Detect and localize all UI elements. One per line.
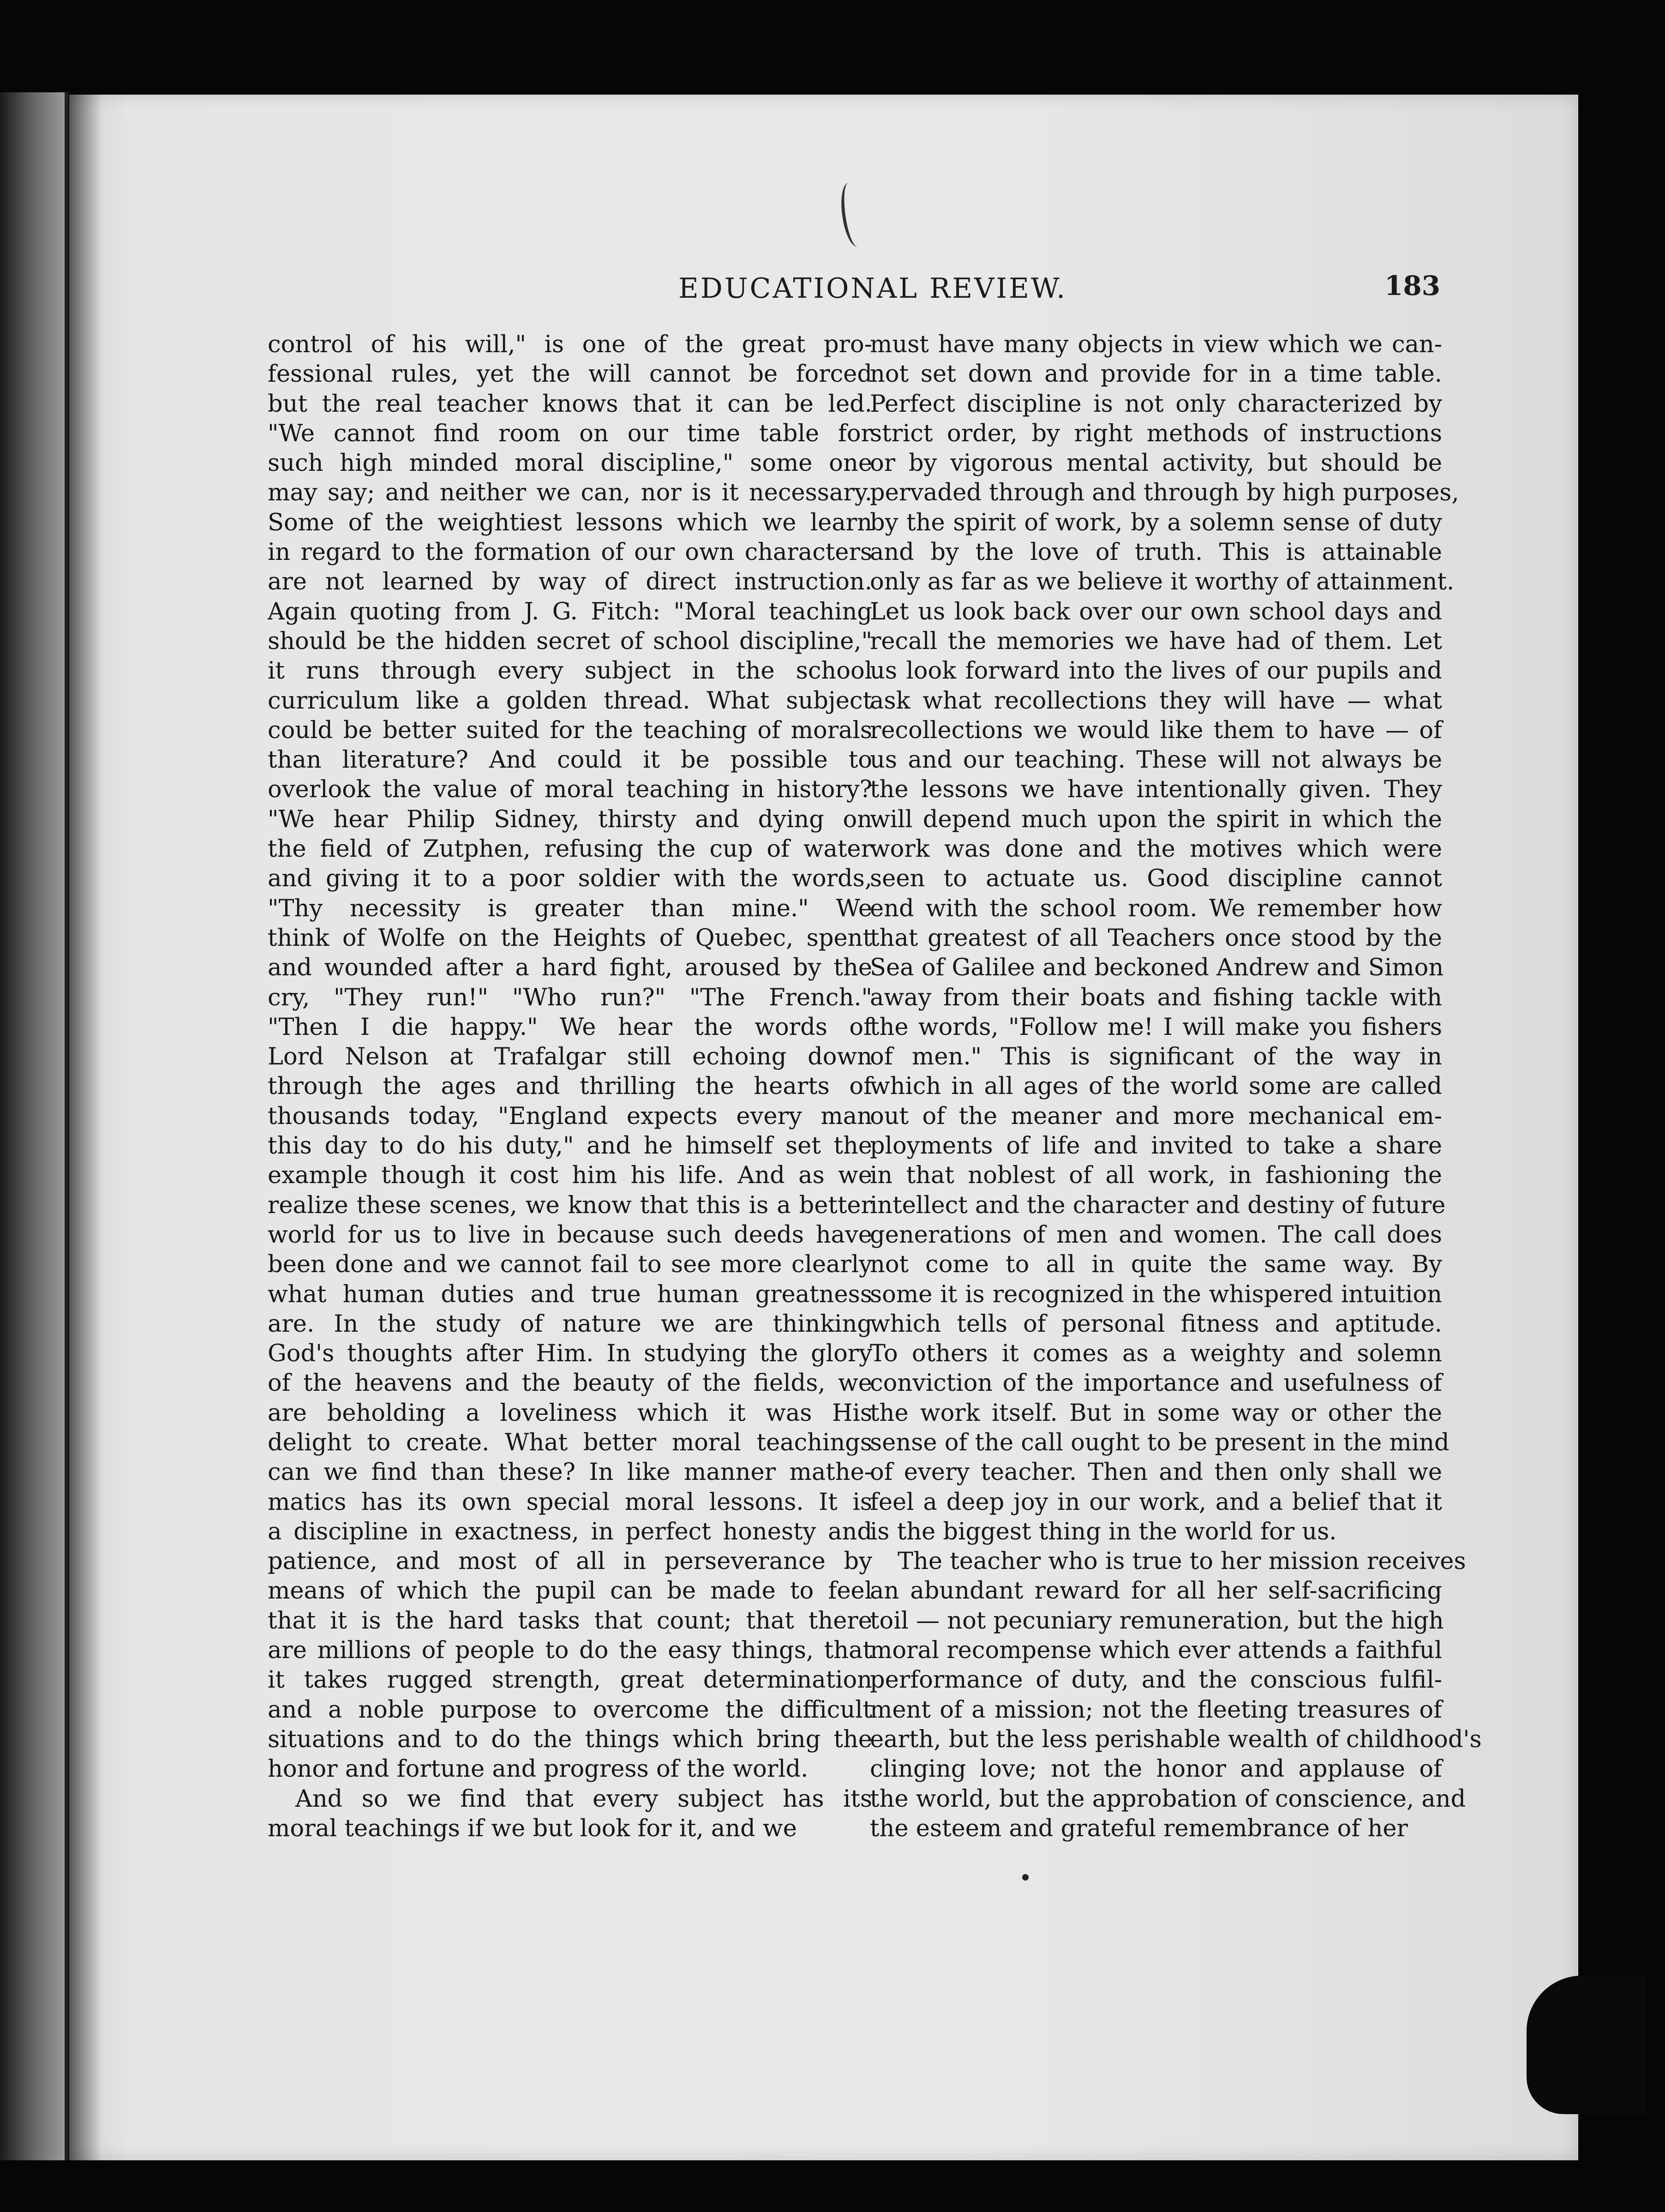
text-line: think of Wolfe on the Heights of Quebec, spent	[268, 924, 872, 952]
text-line: may say; and neither we can, nor is it necessary.	[268, 479, 872, 507]
text-line: the field of Zutphen, refusing the cup of water	[268, 836, 872, 863]
text-line: situations and to do the things which bring the	[268, 1725, 872, 1753]
text-line: pervaded through and through by high purposes,	[870, 479, 1459, 507]
text-line: world for us to live in because such deeds have	[268, 1221, 872, 1249]
text-line: than literature? And could it be possible to	[268, 746, 872, 774]
text-line: generations of men and women. The call does	[870, 1221, 1442, 1249]
text-line: performance of duty, and the conscious fulfil-	[870, 1666, 1442, 1694]
text-line: us and our teaching. These will not always be	[870, 746, 1442, 774]
text-line: could be better suited for the teaching of morals	[268, 716, 872, 744]
text-line: are beholding a loveliness which it was His	[268, 1399, 872, 1427]
text-line: of the heavens and the beauty of the fields, we	[268, 1370, 872, 1397]
text-line: and a noble purpose to overcome the difficult	[268, 1696, 872, 1724]
text-line: means of which the pupil can be made to feel	[268, 1577, 872, 1605]
text-line: "We hear Philip Sidney, thirsty and dying on	[268, 805, 872, 833]
text-line: the esteem and grateful remembrance of her	[870, 1815, 1408, 1842]
text-line: feel a deep joy in our work, and a belief that it	[870, 1488, 1442, 1516]
text-line: Perfect discipline is not only characterized by	[870, 390, 1442, 418]
text-line: us look forward into the lives of our pupils and	[870, 657, 1442, 685]
text-line: And so we find that every subject has its	[295, 1785, 872, 1813]
text-line: this day to do his duty," and he himself set the	[268, 1132, 872, 1160]
text-line: not set down and provide for in a time table.	[870, 361, 1442, 388]
text-line: recollections we would like them to have — of	[870, 716, 1442, 744]
text-line: control of his will," is one of the great pro-	[268, 331, 872, 358]
text-line: work was done and the motives which were	[870, 836, 1442, 863]
text-line: of every teacher. Then and then only shall we	[870, 1459, 1442, 1486]
text-line: moral teachings if we but look for it, and we	[268, 1815, 797, 1842]
text-line: it takes rugged strength, great determination	[268, 1666, 872, 1694]
text-line: "Then I die happy." We hear the words of	[268, 1013, 872, 1041]
text-line: and by the love of truth. This is attainable	[870, 539, 1442, 566]
text-line: "Thy necessity is greater than mine." We	[268, 895, 872, 922]
text-line: which in all ages of the world some are called	[870, 1073, 1442, 1100]
text-line: been done and we cannot fail to see more clearly	[268, 1251, 872, 1279]
text-line: Some of the weightiest lessons which we learn	[268, 509, 872, 536]
ink-dot	[1022, 1874, 1029, 1881]
text-line: by the spirit of work, by a solemn sense of duty	[870, 509, 1442, 536]
text-line: Sea of Galilee and beckoned Andrew and Simon	[870, 954, 1444, 982]
text-line: some it is recognized in the whispered intuition	[870, 1280, 1442, 1308]
text-line: seen to actuate us. Good discipline cannot	[870, 865, 1442, 893]
text-line: intellect and the character and destiny of future	[870, 1191, 1446, 1219]
text-line: conviction of the importance and usefulness of	[870, 1370, 1442, 1397]
text-line: overlook the value of moral teaching in history?	[268, 776, 872, 804]
text-line: "We cannot find room on our time table for	[268, 420, 872, 447]
right-text-column	[870, 330, 1482, 1844]
text-line: moral recompense which ever attends a faithful	[870, 1637, 1443, 1665]
text-line: toil — not pecuniary remuneration, but the high	[870, 1607, 1444, 1635]
text-line: or by vigorous mental activity, but should be	[870, 450, 1442, 477]
text-line: cry, "They run!" "Who run?" "The French."	[268, 984, 872, 1011]
text-line: fessional rules, yet the will cannot be forced	[268, 361, 872, 388]
text-line: are. In the study of nature we are thinking	[268, 1310, 872, 1338]
text-line: what human duties and true human greatness	[268, 1280, 872, 1308]
previous-page-edge	[0, 92, 68, 2160]
text-line: earth, but the less perishable wealth of childhood's	[870, 1725, 1482, 1753]
text-line: ployments of life and invited to take a share	[870, 1132, 1442, 1160]
text-line: a discipline in exactness, in perfect honesty and	[268, 1518, 872, 1545]
text-line: away from their boats and fishing tackle with	[870, 984, 1442, 1011]
text-line: realize these scenes, we know that this is a better	[268, 1191, 872, 1219]
text-line: example though it cost him his life. And as we	[268, 1162, 872, 1190]
text-line: God's thoughts after Him. In studying the glory	[268, 1340, 872, 1368]
text-line: can we find than these? In like manner mathe-	[268, 1459, 872, 1486]
text-line: end with the school room. We remember how	[870, 895, 1442, 922]
text-line: delight to create. What better moral teachings	[268, 1429, 872, 1456]
text-line: that greatest of all Teachers once stood by the	[870, 924, 1442, 952]
text-line: it runs through every subject in the school	[268, 657, 872, 685]
text-line: thousands today, "England expects every man	[268, 1102, 872, 1130]
text-line: an abundant reward for all her self-sacrificing	[870, 1577, 1442, 1605]
text-line: curriculum like a golden thread. What subject	[268, 687, 872, 715]
text-line: which tells of personal fitness and aptitude.	[870, 1310, 1442, 1338]
text-line: will depend much upon the spirit in which the	[870, 805, 1442, 833]
text-line: are millions of people to do the easy things, that	[268, 1637, 872, 1665]
text-line: The teacher who is true to her mission receives	[898, 1548, 1466, 1575]
text-line: and wounded after a hard fight, aroused by the	[268, 954, 872, 982]
text-line: the words, "Follow me! I will make you fishers	[870, 1013, 1442, 1041]
text-line: ment of a mission; not the fleeting treasures of	[870, 1696, 1442, 1724]
text-line: patience, and most of all in perseverance by	[268, 1548, 872, 1575]
page-number: 183	[1384, 270, 1441, 301]
text-line: Let us look back over our own school days and	[870, 598, 1442, 625]
text-line: through the ages and thrilling the hearts of	[268, 1073, 872, 1100]
text-line: recall the memories we have had of them. Let	[870, 627, 1442, 655]
text-line: the work itself. But in some way or other the	[870, 1399, 1442, 1427]
text-line: are not learned by way of direct instruction.	[268, 568, 872, 596]
text-line: strict order, by right methods of instructions	[870, 420, 1442, 447]
text-line: but the real teacher knows that it can be led.	[268, 390, 872, 418]
text-line: sense of the call ought to be present in the mind	[870, 1429, 1449, 1456]
running-header: EDUCATIONAL REVIEW.	[678, 272, 1067, 305]
text-line: matics has its own special moral lessons. It is	[268, 1488, 872, 1516]
text-line: honor and fortune and progress of the world.	[268, 1755, 809, 1783]
text-line: clinging love; not the honor and applause of	[870, 1755, 1442, 1783]
text-line: To others it comes as a weighty and solemn	[870, 1340, 1442, 1368]
text-line: is the biggest thing in the world for us.	[870, 1518, 1337, 1545]
text-line: that it is the hard tasks that count; that there	[268, 1607, 872, 1635]
text-line: must have many objects in view which we can-	[870, 331, 1442, 358]
text-line: should be the hidden secret of school discipline,"	[268, 627, 872, 655]
text-line: of men." This is significant of the way in	[870, 1043, 1442, 1071]
page-clip	[1527, 1976, 1647, 2114]
text-line: the world, but the approbation of conscience, and	[870, 1785, 1466, 1813]
text-line: out of the meaner and more mechanical em-	[870, 1102, 1442, 1130]
text-line: Lord Nelson at Trafalgar still echoing down	[268, 1043, 872, 1071]
text-line: ask what recollections they will have — what	[870, 687, 1442, 715]
text-line: only as far as we believe it worthy of attainment.	[870, 568, 1455, 596]
text-line: Again quoting from J. G. Fitch: "Moral teaching	[268, 598, 872, 625]
text-line: such high minded moral discipline," some one	[268, 450, 872, 477]
text-line: not come to all in quite the same way. By	[870, 1251, 1442, 1279]
spine-shadow	[69, 95, 102, 2160]
text-line: and giving it to a poor soldier with the words,	[268, 865, 872, 893]
text-line: the lessons we have intentionally given. They	[870, 776, 1442, 804]
left-text-column	[268, 330, 872, 1844]
text-line: in that noblest of all work, in fashioning the	[870, 1162, 1442, 1190]
text-line: in regard to the formation of our own characters	[268, 539, 872, 566]
